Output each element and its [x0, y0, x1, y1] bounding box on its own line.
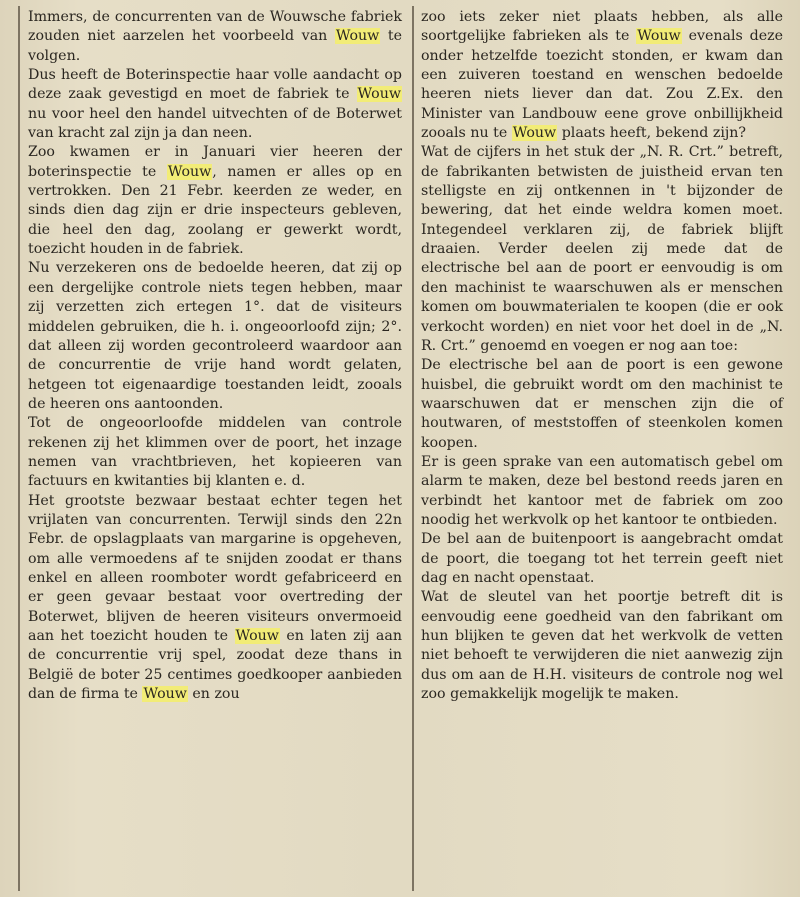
search-highlight: Wouw — [143, 686, 187, 703]
column-rule-middle — [412, 6, 414, 891]
paragraph: zoo iets zeker niet plaats hebben, als alle soortgelijke fabrieken als te Wouw evenals deze onder hetzelfde toezicht stonden, er kwam dan een zuiveren toestand en wenschen bedoelde heeren niets liever dan dat. Zou Z.Ex. den Minister van Landbouw eene grove onbillijkheid zooals nu te Wouw plaats heeft, bekend zijn? — [421, 9, 783, 142]
column-rule-left — [18, 6, 20, 891]
paragraph: De electrische bel aan de poort is een gewone huisbel, die gebruikt wordt om den machinist te waarschuwen dat er menschen zijn die of houtwaren, of meststoffen of steenkolen komen koopen. — [421, 357, 783, 451]
search-highlight: Wouw — [512, 125, 557, 142]
search-highlight: Wouw — [335, 28, 380, 45]
paragraph: Wat de sleutel van het poortje betreft dit is eenvoudig eene goedheid van den fabrikant om hun blijken te geven dat het werkvolk de vetten niet behoeft te verwijderen die niet aanwezig zijn dus om aan de H.H. visiteurs de controle nog wel zoo gemakkelijk mogelijk te maken. — [421, 589, 783, 703]
right-column — [421, 8, 783, 704]
search-highlight: Wouw — [357, 86, 401, 103]
paragraph: De bel aan de buitenpoort is aangebracht omdat de poort, die toegang tot het terrein geeft niet dag en nacht openstaat. — [421, 531, 783, 586]
paragraph: Er is geen sprake van een automatisch gebel om alarm te maken, deze bel bestond reeds jaren en verbindt het kantoor met de fabriek om zoo noodig het werkvolk op het kantoor te ontbieden. — [421, 453, 783, 528]
paragraph: Het grootste bezwaar bestaat echter tegen het vrijlaten van concurrenten. Terwijl sinds den 22n Febr. de opslagplaats van margarine is opgeheven, om alle vermoedens af te snijden zoodat er thans enkel en alleen roomboter wordt gefabriceerd en er geen gevaar bestaat voor overtreding der Boterwet, blijven de heeren visiteurs onvermoeid aan het toezicht houden te Wouw en laten zij aan de concurrentie vrij spel, zoodat deze thans in België de boter 25 centimes goedkooper aanbieden dan de firma te Wouw en zou — [28, 492, 402, 703]
paragraph: Dus heeft de Boterinspectie haar volle aandacht op deze zaak gevestigd en moet de fabriek te Wouw nu voor heel den handel uitvechten of de Boterwet van kracht zal zijn ja dan neen. — [28, 67, 402, 142]
search-highlight: Wouw — [167, 163, 212, 180]
paragraph: Zoo kwamen er in Januari vier heeren der boterinspectie te Wouw, namen er alles op en vertrokken. Den 21 Febr. keerden ze weder, en sinds dien dag zijn er drie inspecteurs gebleven, die heel den dag, zoolang er gewerkt wordt, toezicht houden in de fabriek. — [28, 144, 402, 258]
search-highlight: Wouw — [235, 628, 279, 644]
paragraph: Immers, de concurrenten van de Wouwsche fabriek zouden niet aarzelen het voorbeeld van Wouw te volgen. — [28, 9, 403, 64]
left-column — [28, 8, 402, 704]
paragraph: Wat de cijfers in het stuk der „N. R. Crt.” betreft, de fabrikanten betwisten de juistheid ervan ten stelligste en zij ontkennen in 't bijzonder de bewering, dat het einde weldra komen moet. Integendeel verklaren zij, de fabriek blijft draaien. Verder deelen zij mede dat de electrische bel aan de poort er eenvoudig is om den machinist te waarschuwen als er menschen komen om bouwmaterialen te koopen (die er ook verkocht worden) en niet voor het doel in de „N. R. Crt.” genoemd en voegen er nog aan toe: — [421, 144, 783, 354]
paragraph: Nu verzekeren ons de bedoelde heeren, dat zij op een dergelijke controle niets tegen hebben, maar zij verzetten zich ertegen 1°. dat de visiteurs middelen gebruiken, die h. i. ongeoorloofd zijn; 2°. dat alleen zij worden gecontroleerd waardoor aan de concurrentie de vrije hand wordt gelaten, hetgeen tot eigenaardige toestanden leidt, zooals de heeren ons aantoonden. — [28, 260, 402, 412]
paragraph: Tot de ongeoorloofde middelen van controle rekenen zij het klimmen over de poort, het inzage nemen van vrachtbrieven, het kopieeren van factuurs en kwitanties bij klanten e. d. — [28, 415, 402, 490]
search-highlight: Wouw — [637, 28, 681, 45]
